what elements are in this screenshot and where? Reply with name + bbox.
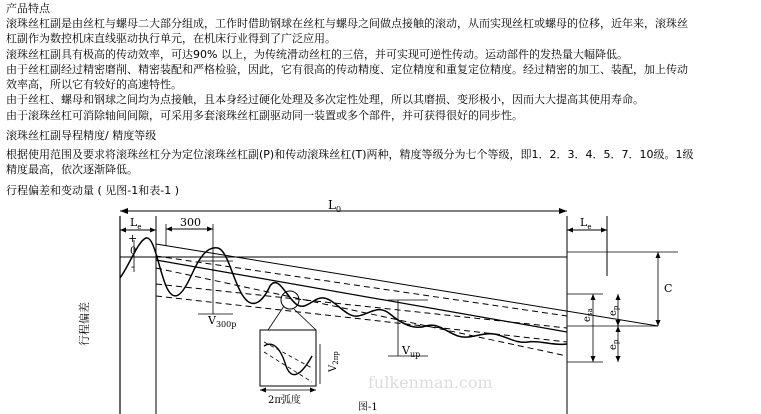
arrow-head <box>601 228 607 233</box>
ep2-label: $e_p$ <box>608 339 620 350</box>
le-left-label: $L_e$ <box>130 216 142 231</box>
arrow-head <box>120 228 126 233</box>
arrow-head <box>166 227 172 232</box>
v300p-label: $V_{300p}$ <box>208 314 237 329</box>
envelope-line-upper <box>156 268 567 356</box>
paragraph-line: 滚珠丝杠副是由丝杠与螺母二大部分组成，工作时借助钢球在丝杠与螺母之间做点接触的滚动，从而实现丝杠或螺母的位移，近年来，滚珠丝 <box>6 17 688 30</box>
plus-sign: + <box>128 232 138 245</box>
len300-label: 300 <box>180 216 201 229</box>
ep-label: $e_p$ <box>608 305 620 316</box>
figure-svg <box>58 196 758 414</box>
v2pip-label: $V_{2\pi p}$ <box>328 351 340 372</box>
paragraph-line: 由于丝杠、螺母和钢球之间均为点接触，且本身经过硬化处理及多次定性处理，所以其磨损、变形极小，因而大大提高其使用寿命。 <box>6 93 644 107</box>
l0-label: $L_0$ <box>328 198 342 214</box>
envelope-line-mid <box>156 256 567 316</box>
actual-travel-curve <box>120 238 567 345</box>
article-text <box>6 0 756 198</box>
c-label: C <box>664 282 673 295</box>
section-heading-accuracy: 滚珠丝杠副导程精度/ 精度等级 <box>6 129 157 143</box>
esa-label: $e_{sa}$ <box>582 308 594 322</box>
paragraph-line: 滚珠丝杠副具有极高的传动效率，可达90% 以上，为传统滑动丝杠的三倍，并可实现可逆性传动。运动部件的发热量大幅降低。 <box>6 47 628 61</box>
paragraph-line: 精度最高，依次逐渐降低。 <box>6 163 138 177</box>
section-heading-features: 产品特点 <box>6 2 50 15</box>
travel-deviation-figure <box>58 196 758 414</box>
vup-label: $V_{up}$ <box>402 344 421 359</box>
envelope-line-bottom <box>156 296 567 342</box>
inset-detail-box <box>260 330 316 386</box>
paragraph-line: 由于滚珠丝杠可消除轴间间隙，可采用多套滚珠丝杠副驱动同一装置或多个部件，并可获得很好的同步性。 <box>6 108 523 122</box>
minus-sign: - <box>131 260 135 273</box>
arrow-head <box>150 228 156 233</box>
y-axis-label: 行程偏差 <box>78 302 91 346</box>
arrow-head <box>207 227 213 232</box>
le-right-label: $L_e$ <box>580 216 592 231</box>
zero-label: 0 <box>130 246 137 257</box>
arc-label: 2π弧度 <box>268 395 301 406</box>
arrow-head <box>559 208 567 214</box>
arrow-head <box>567 228 573 233</box>
section-heading-deviation: 行程偏差和变动量 ( 见图-1和表-1 ) <box>6 183 180 197</box>
figure-caption: 图-1 <box>358 402 378 413</box>
arrow-head <box>120 208 128 214</box>
paragraph-line: 根据使用范围及要求将滚珠丝杠分为定位滚珠丝杠副(P)和传动滚珠丝杠(T)两种，精度等级分为七个等级，即1．2．3．4．5．7．10级。1级 <box>6 148 694 162</box>
paragraph-line: 杠副作为数控机床直线驱动执行单元，在机床行业得到了广泛应用。 <box>6 32 336 46</box>
paragraph-line: 效率高，所以它有较好的高速特性。 <box>6 78 182 92</box>
watermark-text: fulkenman.com <box>368 373 493 392</box>
paragraph-line: 由于丝杠副经过精密磨削、精密装配和严格检验，因此，它有很高的传动精度、定位精度和重复定位精度。经过精密的加工、装配，加上传动 <box>6 62 688 76</box>
